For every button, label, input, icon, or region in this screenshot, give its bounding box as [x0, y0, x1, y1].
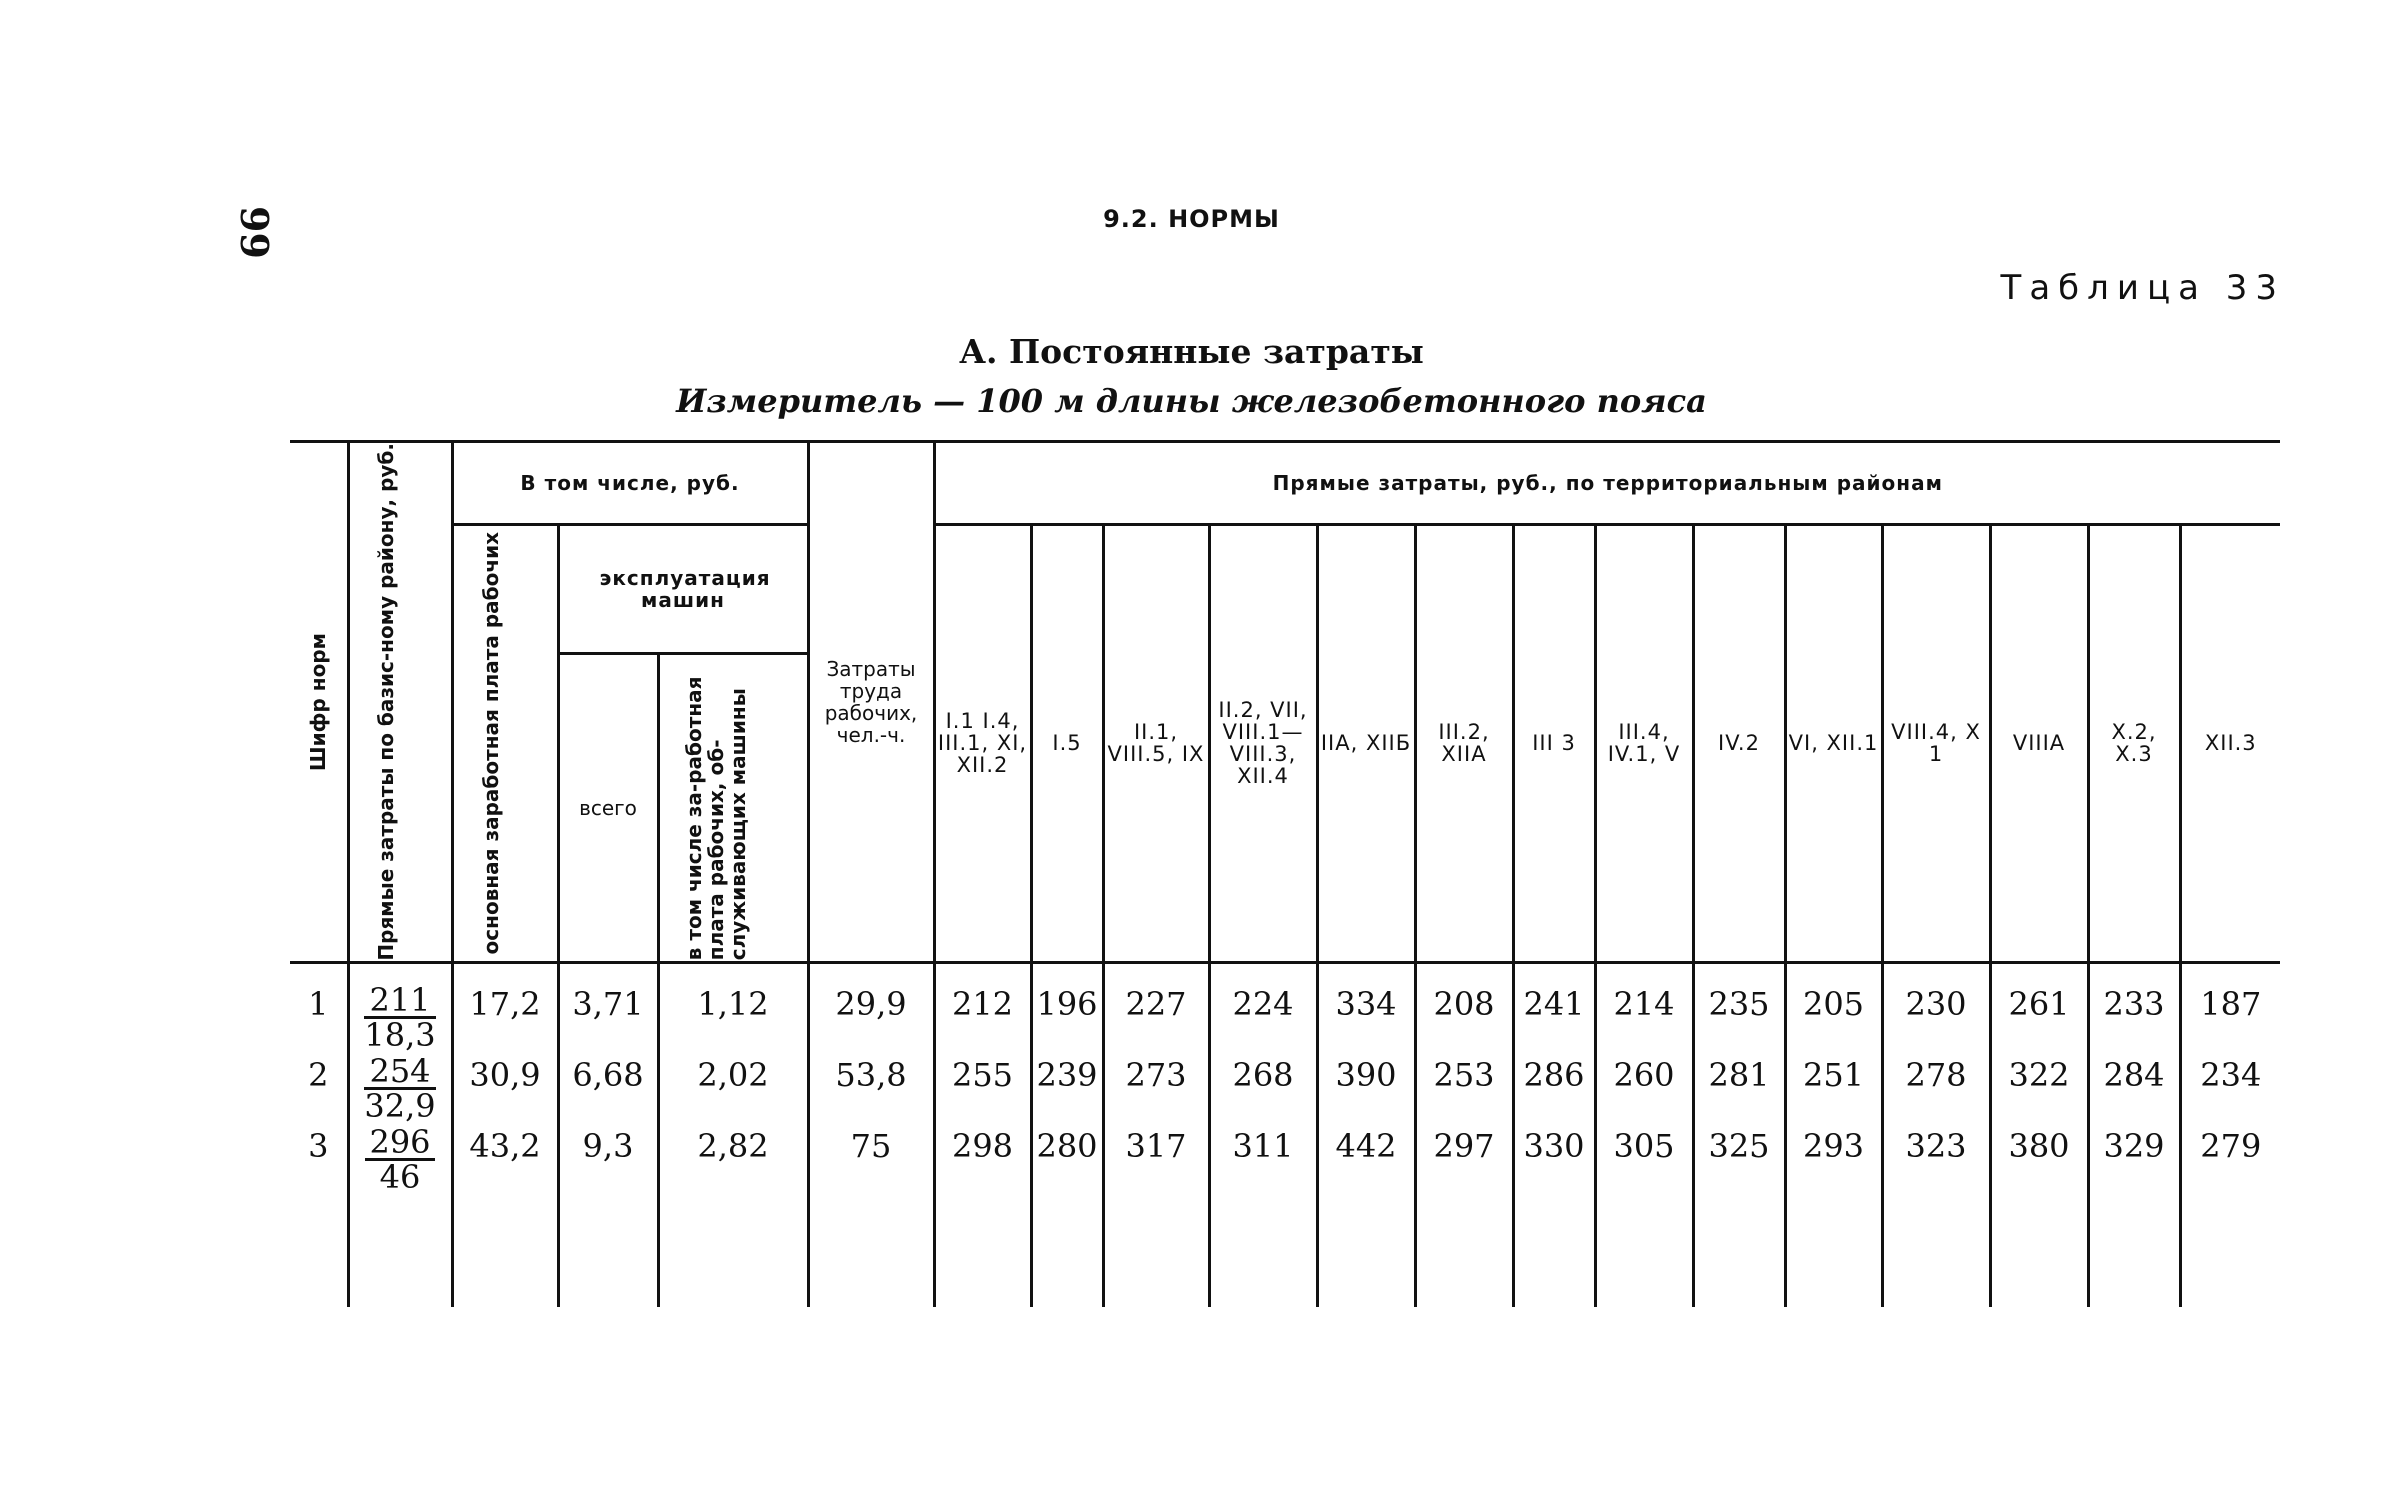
region-1: I.5: [1031, 525, 1103, 963]
cell-region: 330: [1513, 1126, 1595, 1197]
cell-region: 297: [1415, 1126, 1513, 1197]
cell-region: 224: [1209, 962, 1317, 1055]
cell-region: 268: [1209, 1055, 1317, 1126]
cell-region: 329: [2088, 1126, 2180, 1197]
region-11: VIIIA: [1990, 525, 2088, 963]
cell-region: 239: [1031, 1055, 1103, 1126]
table-subtitle: Измеритель — 100 м длины железобетонного пояса: [676, 382, 1707, 420]
cell-region: 442: [1317, 1126, 1415, 1197]
cell-region: 214: [1595, 962, 1693, 1055]
cell-region: 234: [2180, 1055, 2280, 1126]
cell-labor: 29,9: [808, 962, 934, 1055]
cell-region: 305: [1595, 1126, 1693, 1197]
header-labor: Затраты труда рабочих, чел.-ч.: [808, 442, 934, 963]
region-4: IIA, XIIБ: [1317, 525, 1415, 963]
cell-vsego: 9,3: [558, 1126, 658, 1197]
cell-region: 284: [2088, 1055, 2180, 1126]
cell-shifr: 2: [308, 1055, 329, 1094]
table-row: [290, 1126, 2280, 1197]
cell-region: 205: [1785, 962, 1882, 1055]
cell-region: 208: [1415, 962, 1513, 1055]
cell-region: 317: [1103, 1126, 1209, 1197]
table-title: А. Постоянные затраты: [959, 332, 1424, 371]
cell-shifr: 3: [308, 1126, 329, 1165]
section-heading: 9.2. НОРМЫ: [1103, 205, 1280, 233]
cell-vsego: 3,71: [558, 962, 658, 1055]
header-direct-regions: Прямые затраты, руб., по территориальным районам: [934, 442, 2280, 525]
cell-region: 293: [1785, 1126, 1882, 1197]
cell-region: 311: [1209, 1126, 1317, 1197]
cell-region: 279: [2180, 1126, 2280, 1197]
table-row-empty: [290, 1197, 2280, 1307]
cell-vsego: 6,68: [558, 1055, 658, 1126]
cell-region: 286: [1513, 1055, 1595, 1126]
header-ekspl: эксплуатация машин: [558, 525, 808, 654]
region-9: VI, XII.1: [1785, 525, 1882, 963]
cell-direct-base: $\frac{296}{46}$: [348, 1126, 452, 1197]
cell-region: 255: [934, 1055, 1031, 1126]
cell-region: 227: [1103, 962, 1209, 1055]
region-13: XII.3: [2180, 525, 2280, 963]
cell-region: 241: [1513, 962, 1595, 1055]
header-incl-zp: в том числе за-работная плата рабочих, об-служивающих машины: [658, 654, 808, 962]
cell-region: 281: [1693, 1055, 1785, 1126]
norms-table: [290, 440, 2280, 1307]
cell-shifr: 1: [308, 984, 329, 1023]
region-0: I.1 I.4, III.1, XI, XII.2: [934, 525, 1031, 963]
cell-region: 230: [1882, 962, 1990, 1055]
cell-region: 390: [1317, 1055, 1415, 1126]
region-12: X.2, X.3: [2088, 525, 2180, 963]
cell-region: 323: [1882, 1126, 1990, 1197]
cell-zp-mash: 1,12: [658, 962, 808, 1055]
cell-region: 235: [1693, 962, 1785, 1055]
cell-zp-mash: 2,82: [658, 1126, 808, 1197]
cell-region: 298: [934, 1126, 1031, 1197]
cell-region: 273: [1103, 1055, 1209, 1126]
region-2: II.1, VIII.5, IX: [1103, 525, 1209, 963]
cell-labor: 53,8: [808, 1055, 934, 1126]
cell-region: 233: [2088, 962, 2180, 1055]
cell-osn: 17,2: [452, 962, 558, 1055]
region-10: VIII.4, X 1: [1882, 525, 1990, 963]
cell-region: 187: [2180, 962, 2280, 1055]
region-7: III.4, IV.1, V: [1595, 525, 1693, 963]
table-row: [290, 962, 2280, 1055]
cell-region: 278: [1882, 1055, 1990, 1126]
header-direct-base: Прямые затраты по базис-ному району, руб.: [348, 442, 452, 963]
cell-region: 253: [1415, 1055, 1513, 1126]
cell-region: 280: [1031, 1126, 1103, 1197]
cell-region: 196: [1031, 962, 1103, 1055]
cell-region: 325: [1693, 1126, 1785, 1197]
table-label: Таблица 33: [2000, 268, 2285, 308]
cell-zp-mash: 2,02: [658, 1055, 808, 1126]
region-8: IV.2: [1693, 525, 1785, 963]
cell-region: 212: [934, 962, 1031, 1055]
region-6: III 3: [1513, 525, 1595, 963]
cell-region: 380: [1990, 1126, 2088, 1197]
cell-region: 251: [1785, 1055, 1882, 1126]
cell-region: 260: [1595, 1055, 1693, 1126]
cell-region: 334: [1317, 962, 1415, 1055]
cell-osn: 30,9: [452, 1055, 558, 1126]
page-number: 99: [231, 206, 277, 259]
table-row: [290, 1055, 2280, 1126]
region-5: III.2, XIIA: [1415, 525, 1513, 963]
cell-labor: 75: [808, 1126, 934, 1197]
header-incl-rub: В том числе, руб.: [452, 442, 808, 525]
cell-direct-base: $\frac{211}{18,3}$: [348, 962, 452, 1055]
region-3: II.2, VII, VIII.1— VIII.3, XII.4: [1209, 525, 1317, 963]
cell-region: 261: [1990, 962, 2088, 1055]
header-osn-zp: основная заработная плата рабочих: [452, 525, 558, 963]
header-vsego: всего: [558, 654, 658, 962]
cell-region: 322: [1990, 1055, 2088, 1126]
cell-direct-base: $\frac{254}{32,9}$: [348, 1055, 452, 1126]
header-shifr: Шифр норм: [290, 442, 348, 963]
cell-osn: 43,2: [452, 1126, 558, 1197]
